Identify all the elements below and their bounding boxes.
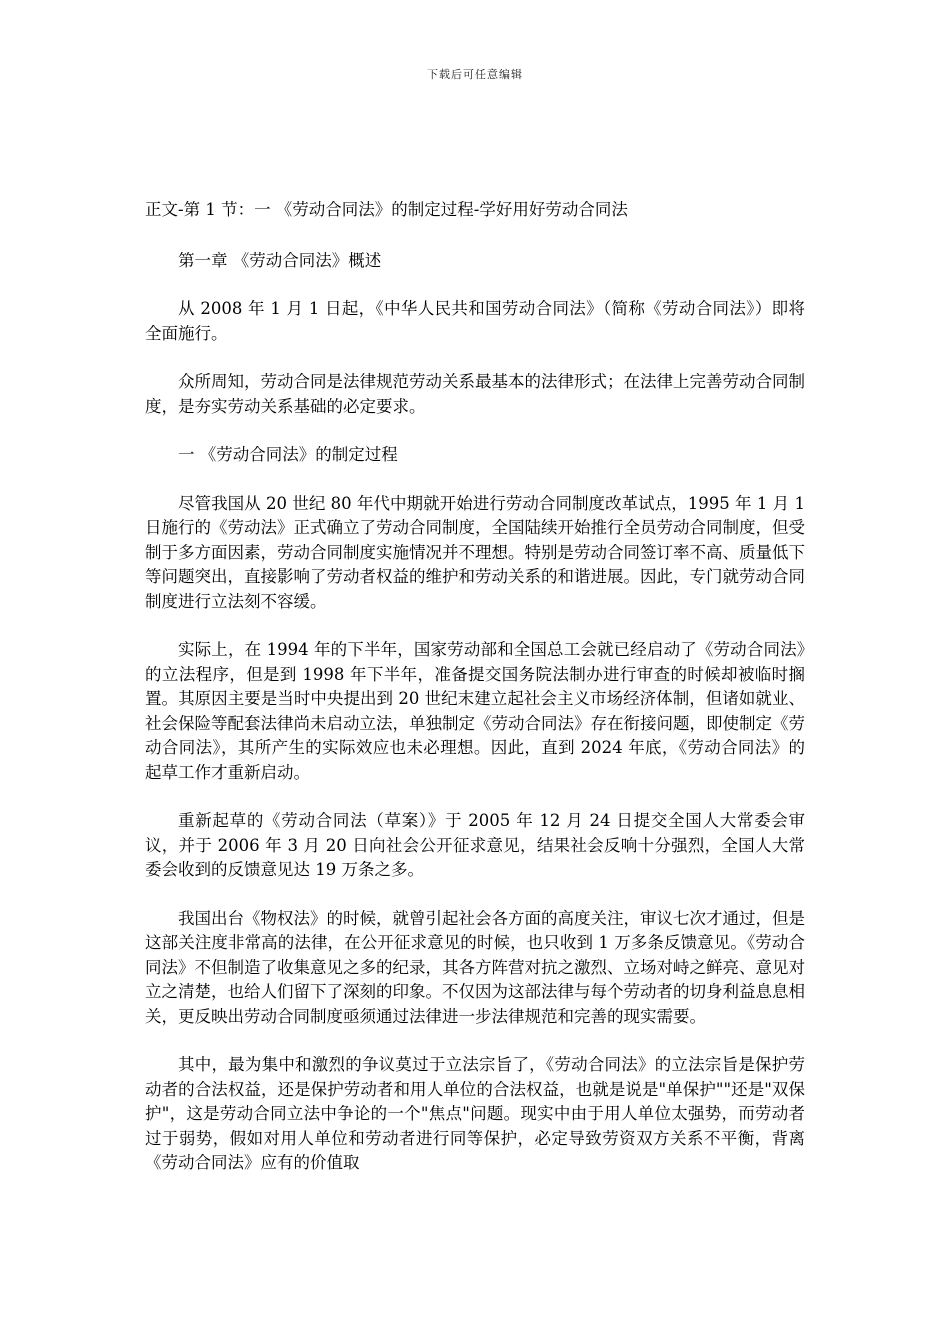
paragraph: 尽管我国从 20 世纪 80 年代中期就开始进行劳动合同制度改革试点，1995 年 1 月 1 日施行的《劳动法》正式确立了劳动合同制度，全国陆续开始推行全员劳动合同制度，但受制于多方面因素，劳动合同制度实施情况并不理想。特别是劳动合同签订率不高、质量低下等问题突出，直接影响了劳动者权益的维护和劳动关系的和谐进展。因此，专门就劳动合同制度进行立法刻不容缓。 bbox=[145, 493, 805, 611]
header-note: 下载后可任意编辑 bbox=[427, 68, 523, 81]
paragraph: 我国出台《物权法》的时候，就曾引起社会各方面的高度关注，审议七次才通过，但是这部关注度非常高的法律，在公开征求意见的时候，也只收到 1 万多条反馈意见。《劳动合同法》不但制造了收集意见之多的纪录，其各方阵营对抗之激烈、立场对峙之鲜亮、意见对立之清楚，也给人们留下了深刻的印象。不仅因为这部法律与每个劳动者的切身利益息息相关，更反映出劳动合同制度亟须通过法律进一步法律规范和完善的现实需要。 bbox=[145, 908, 805, 1026]
document-body bbox=[145, 198, 805, 1200]
paragraph: 其中，最为集中和激烈的争议莫过于立法宗旨了，《劳动合同法》的立法宗旨是保护劳动者的合法权益，还是保护劳动者和用人单位的合法权益，也就是说是"单保护""还是"双保护"，这是劳动合同立法中争论的一个"焦点"问题。现实中由于用人单位太强势，而劳动者过于弱势，假如对用人单位和劳动者进行同等保护，必定导致劳资双方关系不平衡，背离《劳动合同法》应有的价值取 bbox=[145, 1055, 805, 1172]
paragraph: 实际上，在 1994 年的下半年，国家劳动部和全国总工会就已经启动了《劳动合同法》的立法程序，但是到 1998 年下半年，准备提交国务院法制办进行审查的时候却被临时搁置。其原因主要是当时中央提出到 20 世纪末建立起社会主义市场经济体制，但诸如就业、社会保险等配套法律尚未启动立法，单独制定《劳动合同法》存在衔接问题，即使制定《劳动合同法》，其所产生的实际效应也未必理想。因此，直到 2024 年底，《劳动合同法》的起草工作才重新启动。 bbox=[145, 640, 805, 782]
chapter-heading: 第一章 《劳动合同法》概述 bbox=[178, 250, 382, 270]
paragraph: 重新起草的《劳动合同法（草案）》于 2005 年 12 月 24 日提交全国人大常委会审议，并于 2006 年 3 月 20 日向社会公开征求意见，结果社会反响十分强烈，全国人大常委会收到的反馈意见达 19 万条之多。 bbox=[145, 811, 805, 879]
section-heading: 一 《劳动合同法》的制定过程 bbox=[178, 445, 398, 464]
paragraph: 众所周知，劳动合同是法律规范劳动关系最基本的法律形式；在法律上完善劳动合同制度，是夯实劳动关系基础的必定要求。 bbox=[145, 372, 805, 416]
paragraph: 从 2008 年 1 月 1 日起，《中华人民共和国劳动合同法》（简称《劳动合同法》）即将全面施行。 bbox=[145, 299, 805, 343]
document-title: 正文-第 1 节：一 《劳动合同法》的制定过程-学好用好劳动合同法 bbox=[145, 200, 628, 219]
